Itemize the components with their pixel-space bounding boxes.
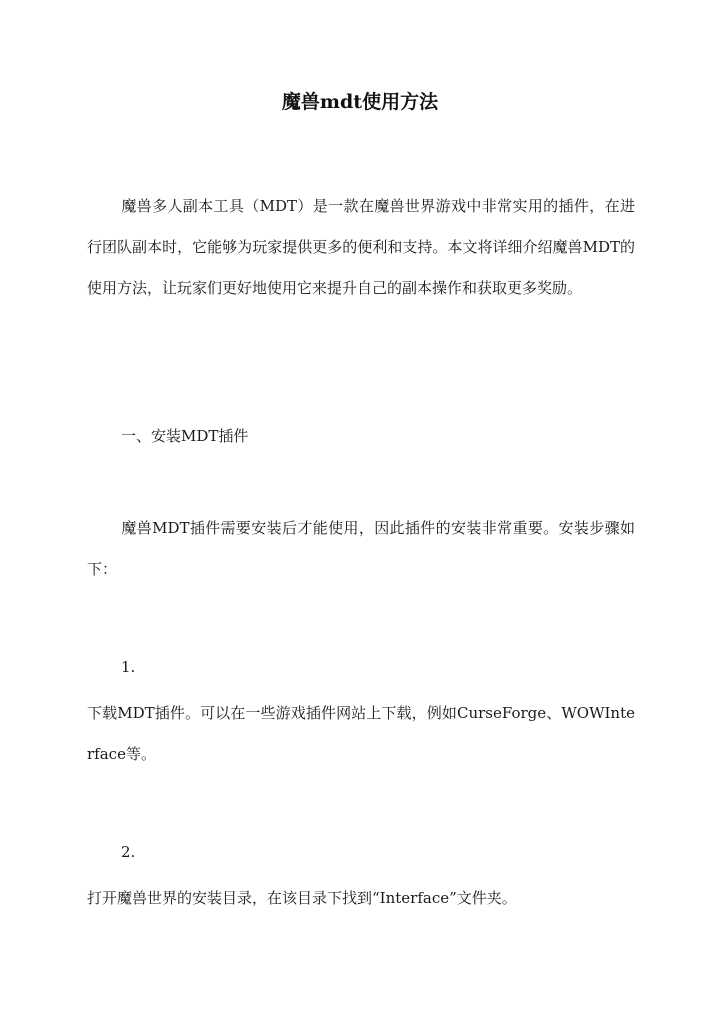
document-title: 魔兽mdt使用方法 [281,91,439,113]
step-text: 打开魔兽世界的安装目录，在该目录下找到“Interface”文件夹。 [87,889,517,907]
intro-paragraph [87,186,635,309]
section-intro-paragraph [87,508,635,590]
section-intro-text: 魔兽MDT插件需要安装后才能使用，因此插件的安装非常重要。安装步骤如下： [87,519,635,578]
step-text: 下载MDT插件。可以在一些游戏插件网站上下载，例如CurseForge、WOWInterface等。 [87,704,635,763]
intro-text: 魔兽多人副本工具（MDT）是一款在魔兽世界游戏中非常实用的插件，在进行团队副本时，它能够为玩家提供更多的便利和支持。本文将详细介绍魔兽MDT的使用方法，让玩家们更好地使用它来提升自己的副本操作和获取更多奖励。 [87,197,635,297]
step-number: 1. [121,658,136,676]
section-heading: 一、安装MDT插件 [121,427,249,445]
step-number: 2. [121,843,136,861]
